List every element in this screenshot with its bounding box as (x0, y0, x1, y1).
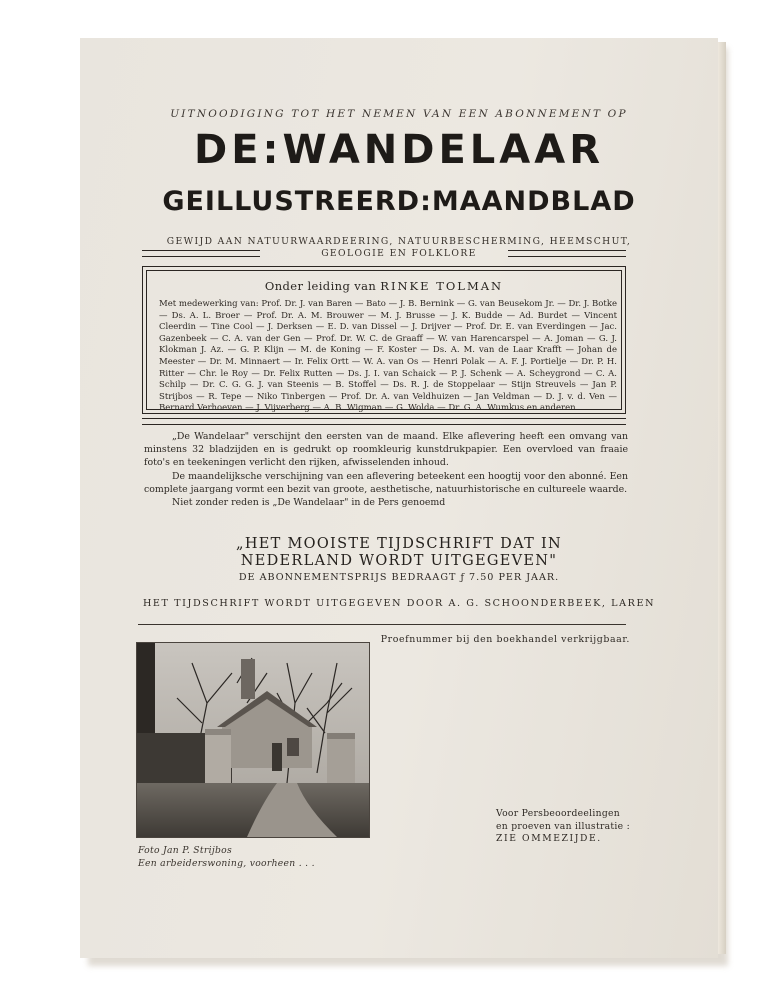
press-note-line-3: ZIE OMMEZIJDE. (496, 833, 602, 844)
editor-name: RINKE TOLMAN (380, 279, 504, 293)
contributors-list: Met medewerking van: Prof. Dr. J. van Baren — Bato — J. B. Bernink — G. van Beusekom Jr. — Dr. J. Botke — Ds. A. L. Broer — Prof. Dr. A. M. Brouwer — M. J. Brusse — J. K. Budde — Ad. Burdet — Vincent Cleerdin — Tine Cool — J. Derksen — E. D. van Dissel — J. Drijver — Prof. Dr. E. van Everdingen — Jac. Gazenbeek — C. A. van der Gen — Prof. Dr. W. C. de Graaff — W. van Harencarspel — A. Joman — G. J. Klokman J. Az. — G. P. Klijn — M. de Koning — F. Koster — Ds. A. M. van de Laar Krafft — Johan de Meester — Dr. M. Minnaert — Ir. Felix Ortt — W. A. van Os — Henri Polak — A. F. J. Portielje — Dr. P. H. Ritter — Chr. le Roy — Dr. Felix Rutten — Ds. J. I. van Schaick — P. J. Schenk — A. Scheygrond — C. A. Schilp — Dr. C. G. G. J. van Steenis — B. Stoffel — Ds. R. J. de Stoppelaar — Stijn Streuvels — Jan P. Strijbos — R. Tepe — Niko Tinbergen — Prof. Dr. A. van Veldhuizen — Jan Veldman — D. J. v. d. Ven — Bernard Verhoeven — J. Vijverberg — A. B. Wigman — G. Wolda — Dr. G. A. Wumkus en anderen (159, 299, 617, 414)
invitation-line: UITNOODIGING TOT HET NEMEN VAN EEN ABONNEMENT OP (170, 108, 628, 120)
subscription-price: DE ABONNEMENTSPRIJS BEDRAAGT ƒ 7.50 PER JAAR. (238, 572, 560, 583)
contributors-box (142, 266, 626, 414)
dedication-line-1: GEWIJD AAN NATUURWAARDEERING, NATUURBESCHERMING, HEEMSCHUT, (166, 236, 632, 247)
slogan-line-2: NEDERLAND WORDT UITGEGEVEN" (240, 553, 558, 569)
publisher-line: HET TIJDSCHRIFT WORDT UITGEGEVEN DOOR A. G. SCHOONDERBEEK, LAREN (142, 598, 656, 609)
press-note-line-1: Voor Persbeoordeelingen (496, 808, 620, 819)
rule-left (142, 250, 260, 257)
dedication-line-2: GEOLOGIE EN FOLKLORE (321, 248, 477, 259)
masthead-title: DE:WANDELAAR (193, 127, 604, 173)
editor-line (147, 279, 621, 293)
sample-issue-note: Proefnummer bij den boekhandel verkrijgbaar. (380, 634, 630, 645)
photo-description: Een arbeiderswoning, voorheen . . . (138, 858, 315, 869)
paragraph-2: De maandelijksche verschijning van een aflevering beteekent een hoogtij voor den abonné. Een complete jaargang vormt een bezit van groote, aesthetische, natuurhistorische en cultureele waarde. (144, 470, 628, 495)
paragraph-3: Niet zonder reden is „De Wandelaar" in de Pers genoemd (172, 497, 446, 509)
press-note-line-2: en proeven van illustratie : (496, 820, 630, 832)
description-text (144, 430, 628, 509)
cottage-photo-illustration (137, 643, 369, 837)
press-note (496, 808, 630, 846)
photo-caption (138, 844, 315, 870)
magazine-page (80, 38, 718, 958)
masthead-subtitle: GEILLUSTREERD:MAANDBLAD (162, 186, 636, 217)
editor-prefix: Onder leiding van (264, 279, 377, 293)
rule-right (508, 250, 626, 257)
rule-under-box (142, 418, 626, 425)
photo-credit: Foto Jan P. Strijbos (138, 845, 232, 856)
slogan (80, 536, 718, 570)
slogan-line-1: „HET MOOISTE TIJDSCHRIFT DAT IN (236, 536, 562, 552)
section-divider (138, 624, 626, 625)
paragraph-1: „De Wandelaar" verschijnt den eersten van de maand. Elke aflevering heeft een omvang van minstens 32 bladzijden en is gedrukt op roomkleurig kunstdrukpapier. Een overvloed van fraaie foto's en teekeningen verlicht den rijken, afwisselenden inhoud. (144, 431, 628, 469)
cottage-photo (136, 642, 370, 838)
contributors-box-inner (146, 270, 622, 414)
